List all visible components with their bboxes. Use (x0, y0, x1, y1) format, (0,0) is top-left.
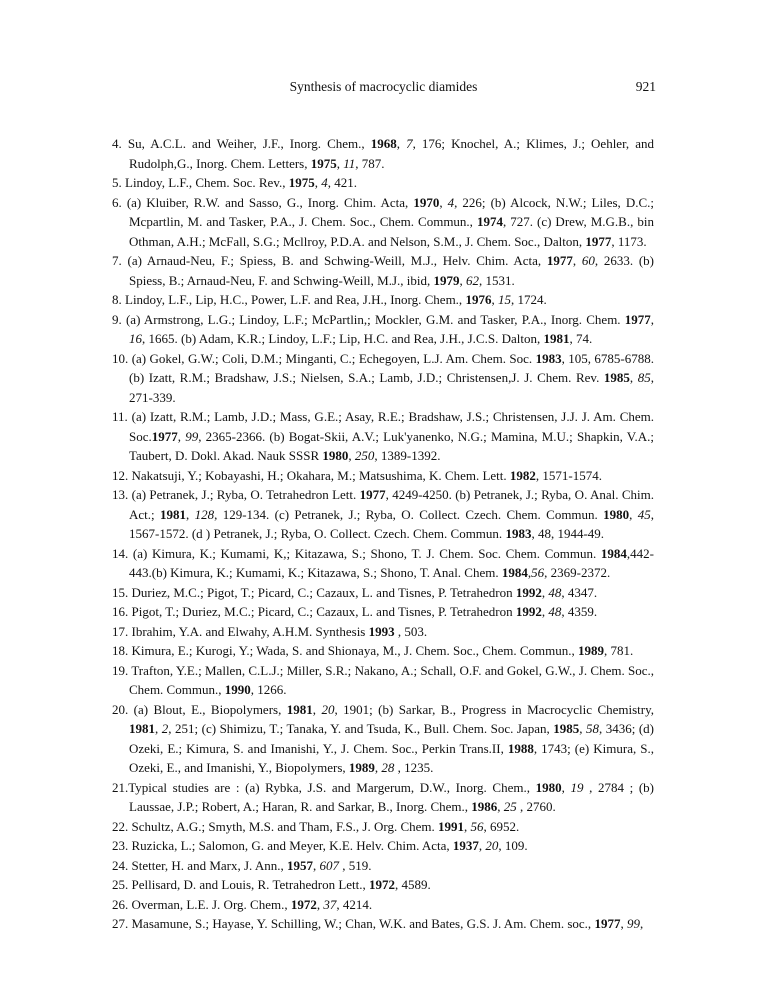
reference-number: 24. (112, 857, 129, 873)
reference-item (112, 349, 654, 408)
reference-text: Ibrahim, Y.A. and Elwahy, A.H.M. Synthesis 1993 , 503. (131, 623, 428, 639)
reference-number: 4. (112, 136, 122, 151)
reference-number: 8. (112, 292, 122, 307)
reference-item (112, 193, 654, 252)
reference-item (112, 466, 654, 486)
reference-item (112, 251, 654, 290)
reference-text: Trafton, Y.E.; Mallen, C.L.J.; Miller, S.R.; Nakano, A.; Schall, O.F. and Gokel, G.W., J. Chem. Soc., Chem. Commun., 1990, 1266. (129, 662, 655, 697)
reference-text: Lindoy, L.F., Chem. Soc. Rev., 1975, 4, 421. (125, 175, 357, 190)
reference-item (112, 700, 654, 778)
running-title: Synthesis of macrocyclic diamides (289, 79, 478, 94)
reference-number: 22. (112, 818, 129, 834)
reference-text: Masamune, S.; Hayase, Y. Schilling, W.; Chan, W.K. and Bates, G.S. J. Am. Chem. soc., 1977, 99, (131, 916, 644, 931)
reference-number: 18. (112, 643, 129, 658)
reference-number: 17. (112, 623, 129, 639)
reference-number: 15. (112, 584, 129, 600)
reference-item (112, 544, 654, 583)
reference-number: 9. (112, 311, 122, 327)
reference-item (112, 290, 654, 310)
reference-text: (a) Arnaud-Neu, F.; Spiess, B. and Schwing-Weill, M.J., Helv. Chim. Acta, 1977, 60, 2633. (b) Spiess, B.; Arnaud-Neu, F. and Schwing-Weill, M.J., ibid, 1979, 62, 1531. (127, 253, 654, 288)
reference-number: 20. (112, 701, 129, 717)
reference-text: Kimura, E.; Kurogi, Y.; Wada, S. and Shionaya, M., J. Chem. Soc., Chem. Commun., 1989, 781. (131, 643, 634, 658)
reference-item (112, 134, 654, 173)
reference-number: 12. (112, 467, 129, 483)
reference-item (112, 895, 654, 915)
reference-item (112, 661, 654, 700)
reference-number: 16. (112, 604, 129, 619)
reference-item (112, 778, 654, 817)
reference-text: (a) Kluiber, R.W. and Sasso, G., Inorg. Chim. Acta, 1970, 4, 226; (b) Alcock, N.W.; Liles, D.C.; Mcpartlin, M. and Tasker, P.A., J. Chem. Soc., Chem. Commun., 1974, 727. (c) Drew, M.G.B., bin Othman, A.H.; McFall, S.G.; Mcllroy, P.D.A. and Nelson, S.M., J. Chem. Soc., Dalton, 1977, 1173. (126, 194, 655, 249)
reference-text: (a) Izatt, R.M.; Lamb, J.D.; Mass, G.E.; Asay, R.E.; Bradshaw, J.S.; Christensen, J.J. J. Am. Chem. Soc.1977, 99, 2365-2366. (b) Bogat-Skii, A.V.; Luk'yanenko, N.G.; Mamina, M.U.; Shapkin, V.A.; Taubert, D. Dokl. Akad. Nauk SSSR 1980, 250, 1389-1392. (129, 409, 655, 463)
reference-number: 7. (112, 253, 122, 268)
reference-number: 21. (112, 779, 129, 795)
reference-number: 13. (112, 487, 129, 502)
reference-text: Su, A.C.L. and Weiher, J.F., Inorg. Chem., 1968, 7, 176; Knochel, A.; Klimes, J.; Oehler, and Rudolph,G., Inorg. Chem. Letters, 1975, 11, 787. (127, 136, 654, 171)
reference-number: 27. (112, 916, 129, 931)
reference-text: Lindoy, L.F., Lip, H.C., Power, L.F. and Rea, J.H., Inorg. Chem., 1976, 15, 1724. (125, 292, 547, 307)
reference-item (112, 875, 654, 895)
reference-number: 6. (112, 194, 122, 210)
reference-item (112, 310, 654, 349)
reference-item (112, 173, 654, 193)
reference-text: Overman, L.E. J. Org. Chem., 1972, 37, 4214. (131, 896, 373, 912)
reference-number: 19. (112, 662, 129, 678)
reference-item (112, 641, 654, 661)
reference-text: (a) Armstrong, L.G.; Lindoy, L.F.; McPartlin,; Mockler, G.M. and Tasker, P.A., Inorg. Chem. 1977, 16, 1665. (b) Adam, K.R.; Lindoy, L.F.; Lip, H.C. and Rea, J.H., J.C.S. Dalton, 1981, 74. (125, 311, 655, 346)
reference-text: Pigot, T.; Duriez, M.C.; Picard, C.; Cazaux, L. and Tisnes, P. Tetrahedron 1992, 48, 4359. (131, 604, 598, 619)
reference-item (112, 856, 654, 876)
reference-list (112, 134, 654, 934)
reference-item (112, 817, 654, 837)
reference-text: Ruzicka, L.; Salomon, G. and Meyer, K.E. Helv. Chim. Acta, 1937, 20, 109. (131, 838, 528, 853)
reference-text: (a) Petranek, J.; Ryba, O. Tetrahedron Lett. 1977, 4249-4250. (b) Petranek, J.; Ryba, O. Anal. Chim. Act.; 1981, 128, 129-134. (c) Petranek, J.; Ryba, O. Collect. Czech. Chem. Commun. 1980, 45, 1567-1572. (d ) Petranek, J.; Ryba, O. Collect. Czech. Chem. Commun. 1983, 48, 1944-49. (129, 487, 655, 541)
reference-text: (a) Gokel, G.W.; Coli, D.M.; Minganti, C.; Echegoyen, L.J. Am. Chem. Soc. 1983, 105, 6785-6788. (b) Izatt, R.M.; Bradshaw, J.S.; Nielsen, S.A.; Lamb, J.D.; Christensen,J. J. Chem. Rev. 1985, 85, 271-339. (129, 350, 655, 405)
reference-item (112, 602, 654, 622)
reference-text: Schultz, A.G.; Smyth, M.S. and Tham, F.S., J. Org. Chem. 1991, 56, 6952. (131, 818, 520, 834)
reference-item (112, 485, 654, 544)
reference-text: (a) Blout, E., Biopolymers, 1981, 20, 1901; (b) Sarkar, B., Progress in Macrocyclic Chemistry, 1981, 2, 251; (c) Shimizu, T.; Tanaka, Y. and Tsuda, K., Bull. Chem. Soc. Japan, 1985, 58, 3436; (d) Ozeki, E.; Kimura, S. and Imanishi, Y., J. Chem. Soc., Perkin Trans.II, 1988, 1743; (e) Kimura, S., Ozeki, E., and Imanishi, Y., Biopolymers, 1989, 28 , 1235. (129, 701, 655, 775)
reference-number: 23. (112, 838, 129, 853)
reference-text: Nakatsuji, Y.; Kobayashi, H.; Okahara, M.; Matsushima, K. Chem. Lett. 1982, 1571-1574. (131, 467, 602, 483)
reference-number: 11. (112, 409, 128, 424)
reference-number: 26. (112, 896, 129, 912)
reference-item (112, 622, 654, 642)
reference-item (112, 836, 654, 856)
reference-number: 5. (112, 175, 122, 190)
page-number: 921 (635, 79, 656, 94)
page-header (111, 79, 656, 99)
reference-text: Stetter, H. and Marx, J. Ann., 1957, 607 , 519. (131, 857, 372, 873)
reference-number: 14. (112, 545, 129, 561)
reference-item (112, 407, 654, 466)
reference-text: Pellisard, D. and Louis, R. Tetrahedron Lett., 1972, 4589. (131, 877, 431, 892)
reference-text: Duriez, M.C.; Pigot, T.; Picard, C.; Cazaux, L. and Tisnes, P. Tetrahedron 1992, 48, 4347. (131, 584, 598, 600)
reference-item (112, 583, 654, 603)
reference-text: (a) Kimura, K.; Kumami, K,; Kitazawa, S.; Shono, T. J. Chem. Soc. Chem. Commun. 1984,442-443.(b) Kimura, K.; Kumami, K.; Kitazawa, S.; Shono, T. Anal. Chem. 1984,56, 2369-2372. (129, 545, 654, 580)
reference-number: 10. (112, 350, 129, 366)
reference-number: 25. (112, 877, 129, 892)
reference-text: Typical studies are : (a) Rybka, J.S. and Margerum, D.W., Inorg. Chem., 1980, 19 , 2784 ; (b) Laussae, J.P.; Robert, A.; Haran, R. and Sarkar, B., Inorg. Chem., 1986, 25 , 2760. (128, 779, 654, 814)
reference-item (112, 914, 654, 934)
